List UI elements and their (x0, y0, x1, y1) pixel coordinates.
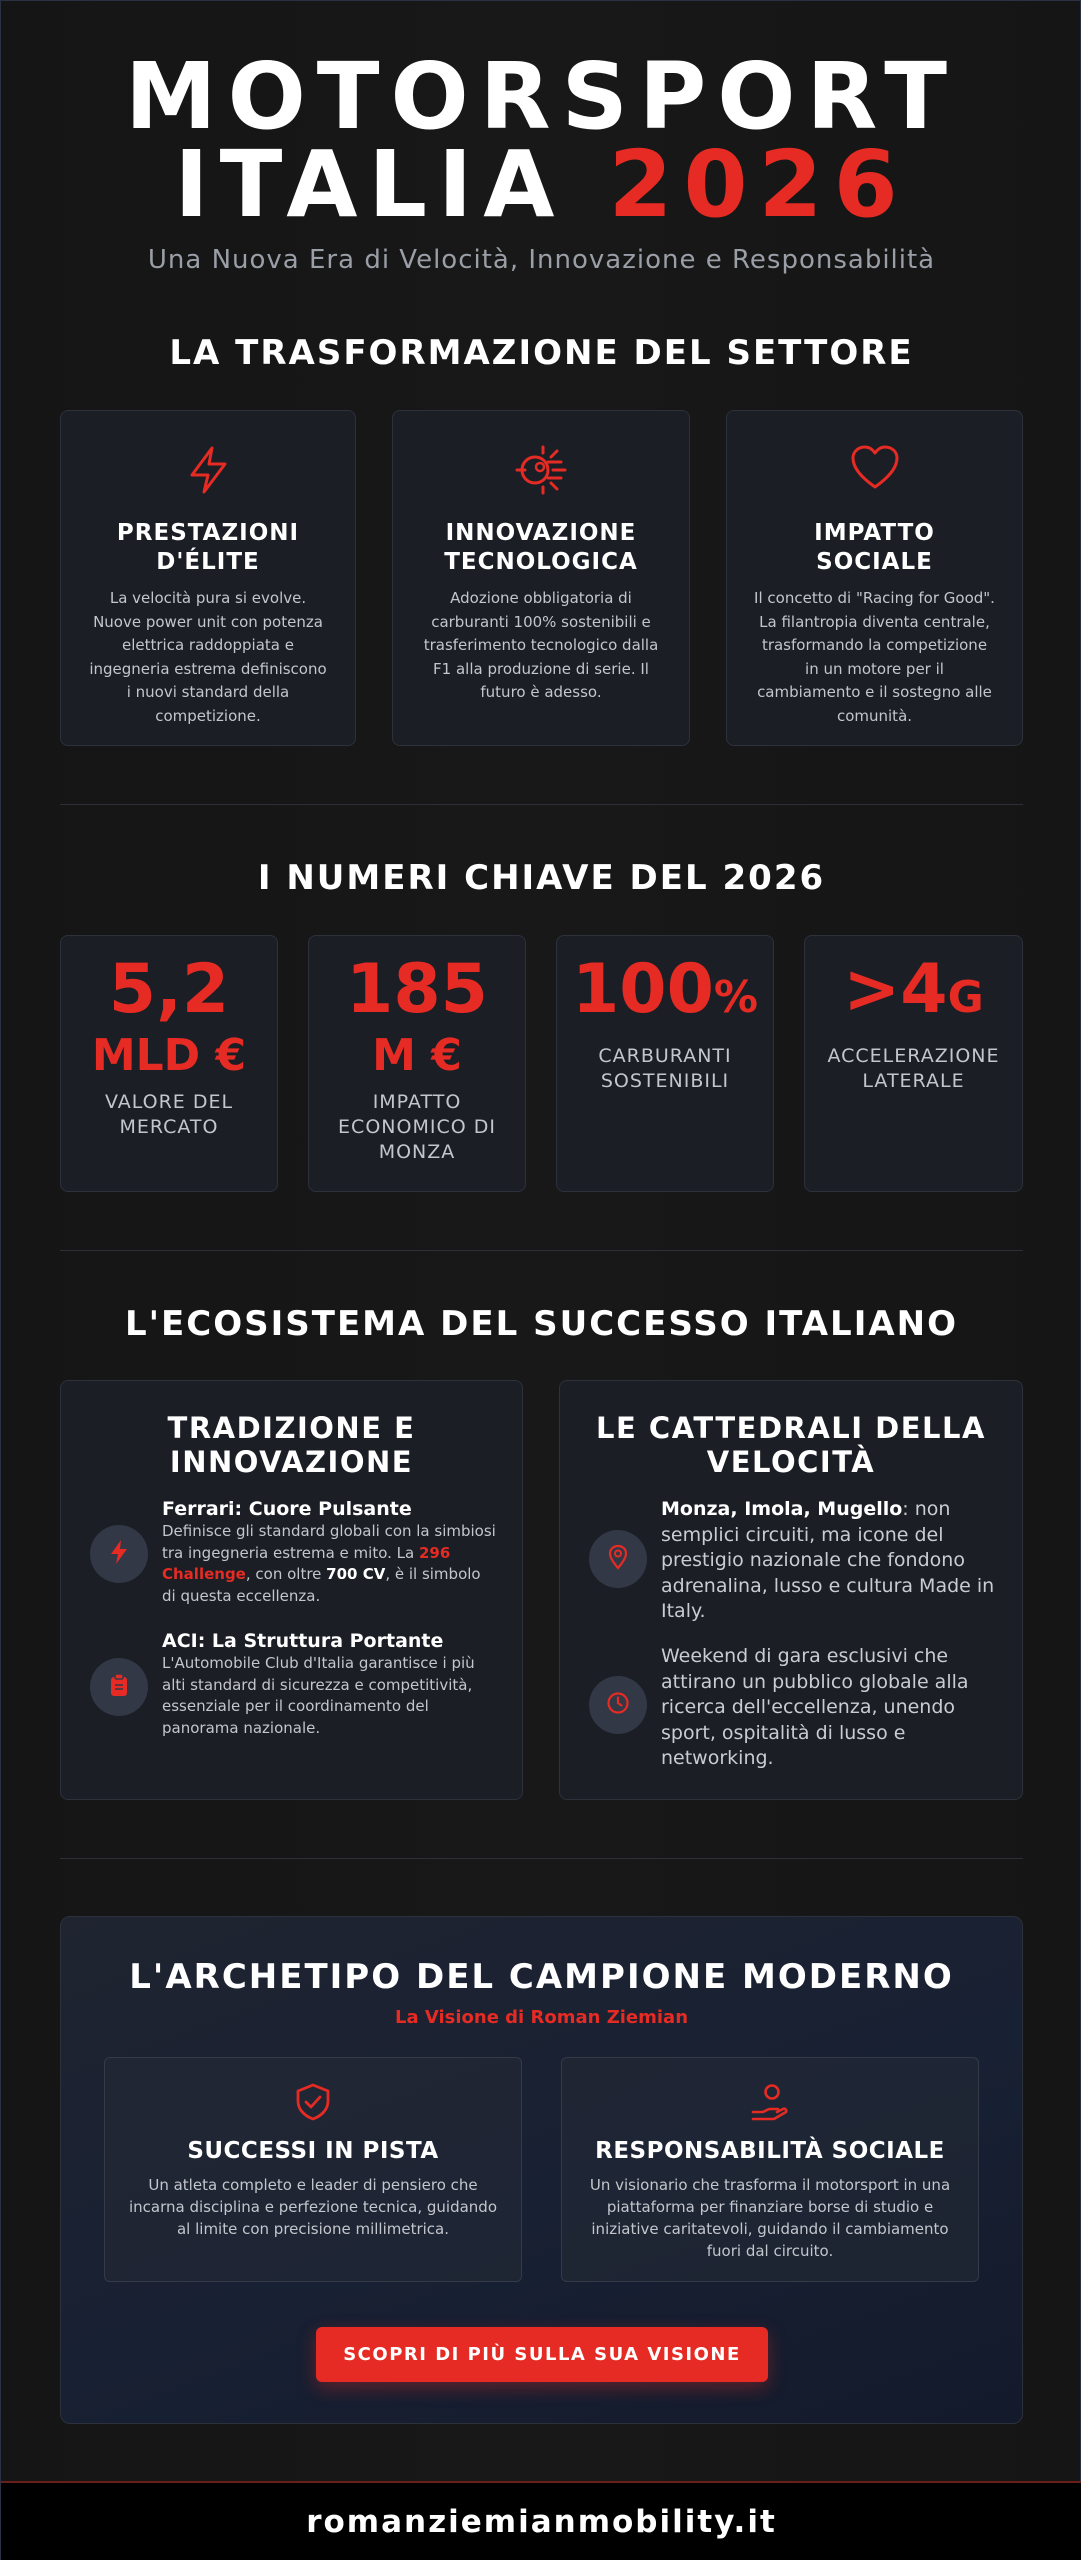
stat-carburanti (556, 935, 774, 1192)
text-part: , con oltre (245, 1565, 327, 1583)
ecosystem-title: L'ECOSISTEMA DEL SUCCESSO ITALIANO (124, 1304, 959, 1344)
divider (60, 1250, 1023, 1251)
eco-icon-circle (589, 1530, 647, 1588)
hero-title-line-2 (1, 131, 1081, 238)
card-title: IMPATTO SOCIALE (814, 520, 935, 575)
card-title: INNOVAZIONE TECNOLOGICA (444, 520, 638, 575)
hero-title-line-1: MOTORSPORT (125, 43, 958, 150)
stat-accelerazione (804, 935, 1023, 1192)
eco-item-text (162, 1521, 497, 1607)
clipboard-icon (109, 1673, 129, 1701)
card-title: RESPONSABILITÀ SOCIALE (595, 2138, 945, 2164)
card-text: La velocità pura si evolve. Nuove power unit con potenza elettrica raddoppiata e ingegneria estrema definiscono i nuovi standard della competizione. (89, 589, 327, 725)
eco-item-text: L'Automobile Club d'Italia garantisce i più alti standard di sicurezza e competitività, essenziale per il coordinamento del panorama nazionale. (162, 1654, 475, 1737)
footer (1, 2481, 1081, 2560)
eco-item-weekend (661, 1644, 1001, 1772)
eco-icon-circle (90, 1658, 148, 1716)
heart-icon (753, 445, 996, 497)
text-part: : non semplici circuiti, ma icone del prestigio nazionale che fondono adrenalina, lusso e cultura Made in Italy. (661, 1498, 995, 1622)
text-part: , è il simbolo di questa eccellenza. (162, 1565, 481, 1605)
stat-label: IMPATTO ECONOMICO DI MONZA (338, 1091, 496, 1163)
hero-subtitle: Una Nuova Era di Velocità, Innovazione e Responsabilità (147, 245, 936, 275)
eco-icon-circle (589, 1676, 647, 1734)
user-hands-icon (582, 2082, 958, 2124)
card-text: Adozione obbligatoria di carburanti 100% sostenibili e trasferimento tecnologico dalla F1 alla produzione di serie. Il futuro è adesso. (423, 589, 659, 701)
divider (60, 1858, 1023, 1859)
eco-icon-circle (90, 1525, 148, 1583)
archetype-panel (60, 1916, 1023, 2424)
stat-suffix: % (713, 972, 759, 1023)
lightning-icon (108, 1539, 130, 1569)
stat-impatto-monza (308, 935, 526, 1192)
eco-item-aci (162, 1629, 497, 1739)
card-cattedrali (559, 1380, 1023, 1800)
highlight-296-challenge: 296 Challenge (162, 1543, 451, 1583)
stat-number: 100 (571, 950, 714, 1029)
card-successi-pista (104, 2057, 522, 2282)
card-text: Un visionario che trasforma il motorsport in una piattaforma per finanziare borse di studio e iniziative caritatevoli, guidando il cambiamento fuori dal circuito. (589, 2176, 951, 2260)
text-part: Definisce gli standard globali con la simbiosi tra ingegneria estrema e mito. La (162, 1522, 496, 1562)
stat-suffix: G (947, 972, 984, 1023)
hero-title-year: 2026 (608, 131, 909, 238)
stat-unit: M € (372, 1030, 462, 1081)
clock-icon (606, 1691, 630, 1719)
stat-value (557, 950, 773, 1034)
card-text: Il concetto di "Racing for Good". La filantropia diventa centrale, trasformando la competizione in un motore per il cambiamento e il sostegno alle comunità. (754, 589, 995, 725)
chip-icon (419, 445, 663, 497)
divider (60, 804, 1023, 805)
archetype-title: L'ARCHETIPO DEL CAMPIONE MODERNO (129, 1957, 954, 1997)
location-pin-icon (607, 1544, 629, 1574)
discover-vision-button[interactable]: SCOPRI DI PIÙ SULLA SUA VISIONE (316, 2327, 768, 2382)
eco-item-text (661, 1497, 1001, 1625)
card-responsabilita-sociale (561, 2057, 979, 2282)
card-prestazioni (60, 410, 356, 746)
card-innovazione (392, 410, 690, 746)
numbers-title: I NUMERI CHIAVE DEL 2026 (257, 858, 826, 898)
stat-label: CARBURANTI SOSTENIBILI (598, 1045, 732, 1092)
eco-item-ferrari (162, 1497, 497, 1607)
eco-item-title: Ferrari: Cuore Pulsante (162, 1498, 412, 1520)
stat-unit: MLD € (91, 1030, 247, 1081)
stat-value (805, 950, 1022, 1034)
highlight-700-cv: 700 CV (326, 1565, 386, 1583)
stat-value: 5,2 (108, 950, 230, 1029)
card-text: Un atleta completo e leader di pensiero che incarna disciplina e perfezione tecnica, guidando al limite con precisione millimetrica. (129, 2176, 497, 2238)
card-title: PRESTAZIONI D'ÉLITE (116, 520, 300, 575)
stat-value: 185 (346, 950, 488, 1029)
lightning-icon (87, 445, 329, 497)
stat-label: ACCELERAZIONE LATERALE (827, 1045, 1000, 1092)
transformation-title: LA TRASFORMAZIONE DEL SETTORE (169, 333, 914, 373)
eco-item-text: Weekend di gara esclusivi che attirano un pubblico globale alla ricerca dell'eccellenza, unendo sport, ospitalità di lusso e networking. (661, 1645, 969, 1769)
shield-check-icon (125, 2082, 501, 2124)
circuit-names: Monza, Imola, Mugello (661, 1498, 903, 1520)
card-impatto-sociale (726, 410, 1023, 746)
card-title: LE CATTEDRALI DELLA VELOCITÀ (596, 1411, 986, 1479)
hero-header (1, 43, 1081, 275)
stat-valore-mercato (60, 935, 278, 1192)
card-title: SUCCESSI IN PISTA (187, 2138, 439, 2164)
stat-number: >4 (843, 950, 948, 1029)
eco-item-circuiti (661, 1497, 1001, 1625)
card-title: TRADIZIONE E INNOVAZIONE (167, 1411, 416, 1479)
stat-label: VALORE DEL MERCATO (104, 1091, 234, 1138)
eco-item-title: ACI: La Struttura Portante (162, 1630, 444, 1652)
footer-website-link[interactable]: romanziemianmobility.it (306, 2504, 777, 2540)
archetype-subtitle: La Visione di Roman Ziemian (394, 2007, 689, 2028)
card-tradizione (60, 1380, 523, 1800)
hero-title-italia: ITALIA (174, 131, 566, 238)
